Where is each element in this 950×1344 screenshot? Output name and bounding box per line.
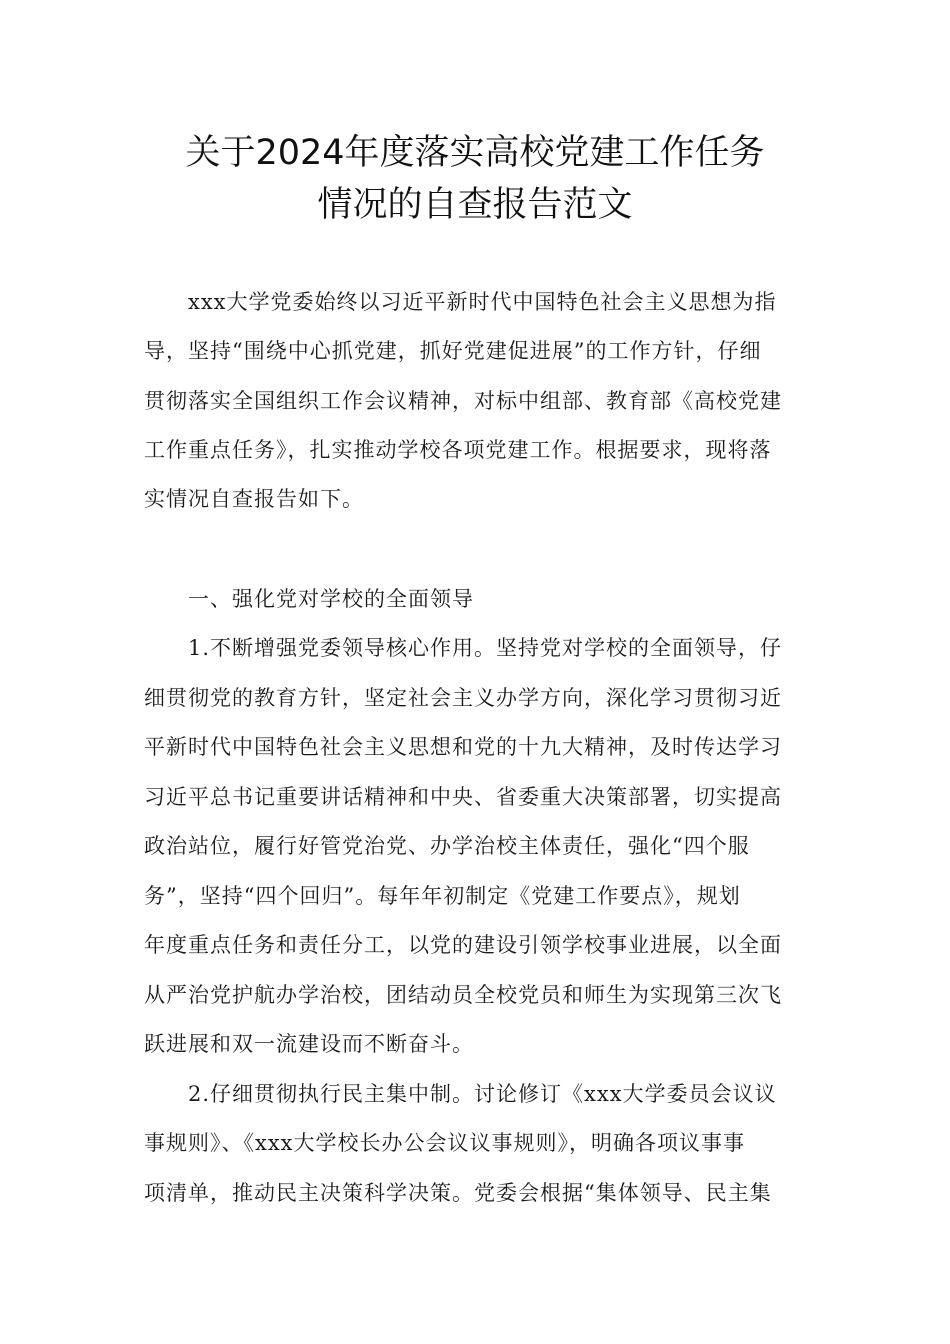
- paragraph-line: 贯彻落实全国组织工作会议精神，对标中组部、教育部《高校党建: [144, 389, 782, 413]
- document-title-line-2: 情况的自查报告范文: [317, 185, 633, 225]
- paragraph-line: 习近平总书记重要讲话精神和中央、省委重大决策部署，切实提高: [144, 785, 782, 809]
- paragraph-line: 平新时代中国特色社会主义思想和党的十九大精神，及时传达学习: [144, 735, 782, 759]
- paragraph-line: 实情况自查报告如下。: [144, 487, 364, 511]
- paragraph-line: 项清单，推动民主决策科学决策。党委会根据“集体领导、民主集: [144, 1181, 772, 1205]
- paragraph-line: xxx大学党委始终以习近平新时代中国特色社会主义思想为指: [188, 290, 777, 314]
- paragraph-line: 务”，坚持“四个回归”。每年年初制定《党建工作要点》，规划: [144, 884, 741, 908]
- paragraph-line: 事规则》、《xxx大学校长办公会议议事规则》，明确各项议事事: [144, 1131, 746, 1155]
- paragraph-line: 导，坚持“围绕中心抓党建，抓好党建促进展”的工作方针，仔细: [144, 339, 762, 363]
- document-title-line-1: 关于2024年度落实高校党建工作任务: [185, 133, 765, 173]
- paragraph-line: 2.仔细贯彻执行民主集中制。讨论修订《xxx大学委员会议议: [188, 1082, 777, 1106]
- paragraph-line: 跃进展和双一流建设而不断奋斗。: [144, 1032, 474, 1056]
- paragraph-line: 细贯彻党的教育方针，坚定社会主义办学方向，深化学习贯彻习近: [144, 686, 782, 710]
- paragraph-line: 1.不断增强党委领导核心作用。坚持党对学校的全面领导，仔: [188, 636, 783, 660]
- paragraph-line: 年度重点任务和责任分工，以党的建设引领学校事业进展，以全面: [144, 933, 782, 957]
- section-heading: 一、强化党对学校的全面领导: [188, 587, 474, 611]
- paragraph-line: 工作重点任务》，扎实推动学校各项党建工作。根据要求，现将落: [144, 438, 772, 462]
- paragraph-line: 从严治党护航办学治校，团结动员全校党员和师生为实现第三次飞: [144, 983, 782, 1007]
- paragraph-line: 政治站位，履行好管党治党、办学治校主体责任，强化“四个服: [144, 834, 750, 858]
